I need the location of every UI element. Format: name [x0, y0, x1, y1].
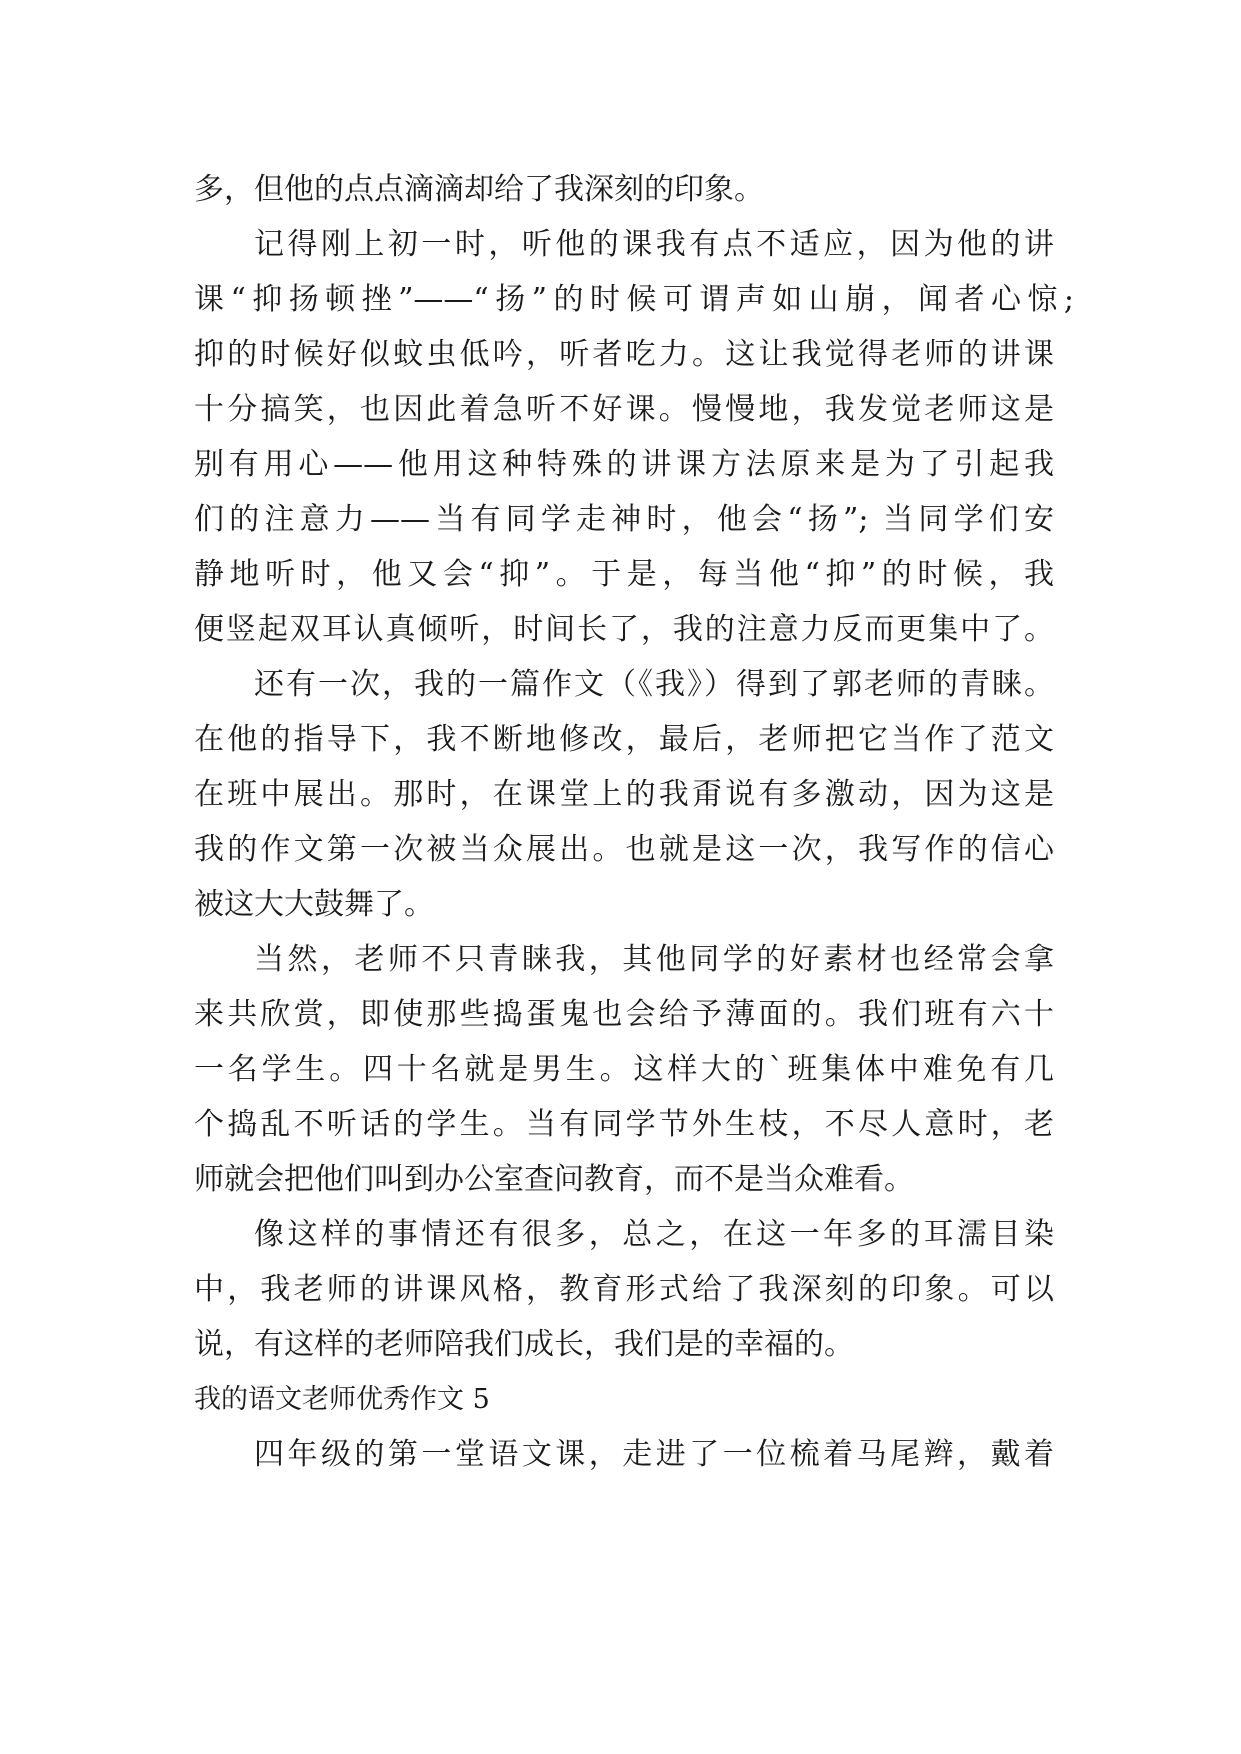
section-heading: 我的语文老师优秀作文 5	[194, 1384, 490, 1415]
text-line: 被这大大鼓舞了。	[194, 887, 434, 922]
text-line: 个捣乱不听话的学生。当有同学节外生枝，不尽人意时，老	[194, 1107, 1054, 1142]
text-line: 十分搞笑，也因此着急听不好课。慢慢地，我发觉老师这是	[194, 392, 1054, 427]
text-line: 们的注意力——当有同学走神时，他会“扬”; 当同学们安	[194, 502, 1054, 537]
paragraph-first-line: 像这样的事情还有很多，总之，在这一年多的耳濡目染	[254, 1217, 1054, 1252]
text-line: 中，我老师的讲课风格，教育形式给了我深刻的印象。可以	[194, 1272, 1054, 1307]
text-line: 我的作文第一次被当众展出。也就是这一次，我写作的信心	[194, 832, 1054, 867]
text-line: 来共欣赏，即使那些捣蛋鬼也会给予薄面的。我们班有六十	[194, 997, 1054, 1032]
paragraph-first-line: 还有一次，我的一篇作文（《我》）得到了郭老师的青睐。	[254, 667, 1054, 702]
text-line: 课“抑扬顿挫”——“扬”的时候可谓声如山崩，闻者心惊;	[194, 282, 1074, 317]
text-line: 师就会把他们叫到办公室查问教育，而不是当众难看。	[194, 1162, 914, 1197]
text-line: 在班中展出。那时，在课堂上的我甭说有多激动，因为这是	[194, 777, 1054, 812]
text-line: 一名学生。四十名就是男生。这样大的`班集体中难免有几	[194, 1052, 1054, 1087]
paragraph-first-line: 记得刚上初一时，听他的课我有点不适应，因为他的讲	[254, 227, 1054, 262]
paragraph-first-line: 四年级的第一堂语文课，走进了一位梳着马尾辫，戴着	[254, 1437, 1054, 1472]
text-line: 多，但他的点点滴滴却给了我深刻的印象。	[194, 172, 764, 207]
text-line: 说，有这样的老师陪我们成长，我们是的幸福的。	[194, 1327, 854, 1362]
text-line: 便竖起双耳认真倾听，时间长了，我的注意力反而更集中了。	[194, 612, 1054, 647]
text-line: 静地听时，他又会“抑”。于是，每当他“抑”的时候，我	[194, 557, 1054, 592]
paragraph-first-line: 当然，老师不只青睐我，其他同学的好素材也经常会拿	[254, 942, 1054, 977]
text-line: 抑的时候好似蚊虫低吟，听者吃力。这让我觉得老师的讲课	[194, 337, 1054, 372]
text-line: 别有用心——他用这种特殊的讲课方法原来是为了引起我	[194, 447, 1054, 482]
text-line: 在他的指导下，我不断地修改，最后，老师把它当作了范文	[194, 722, 1054, 757]
